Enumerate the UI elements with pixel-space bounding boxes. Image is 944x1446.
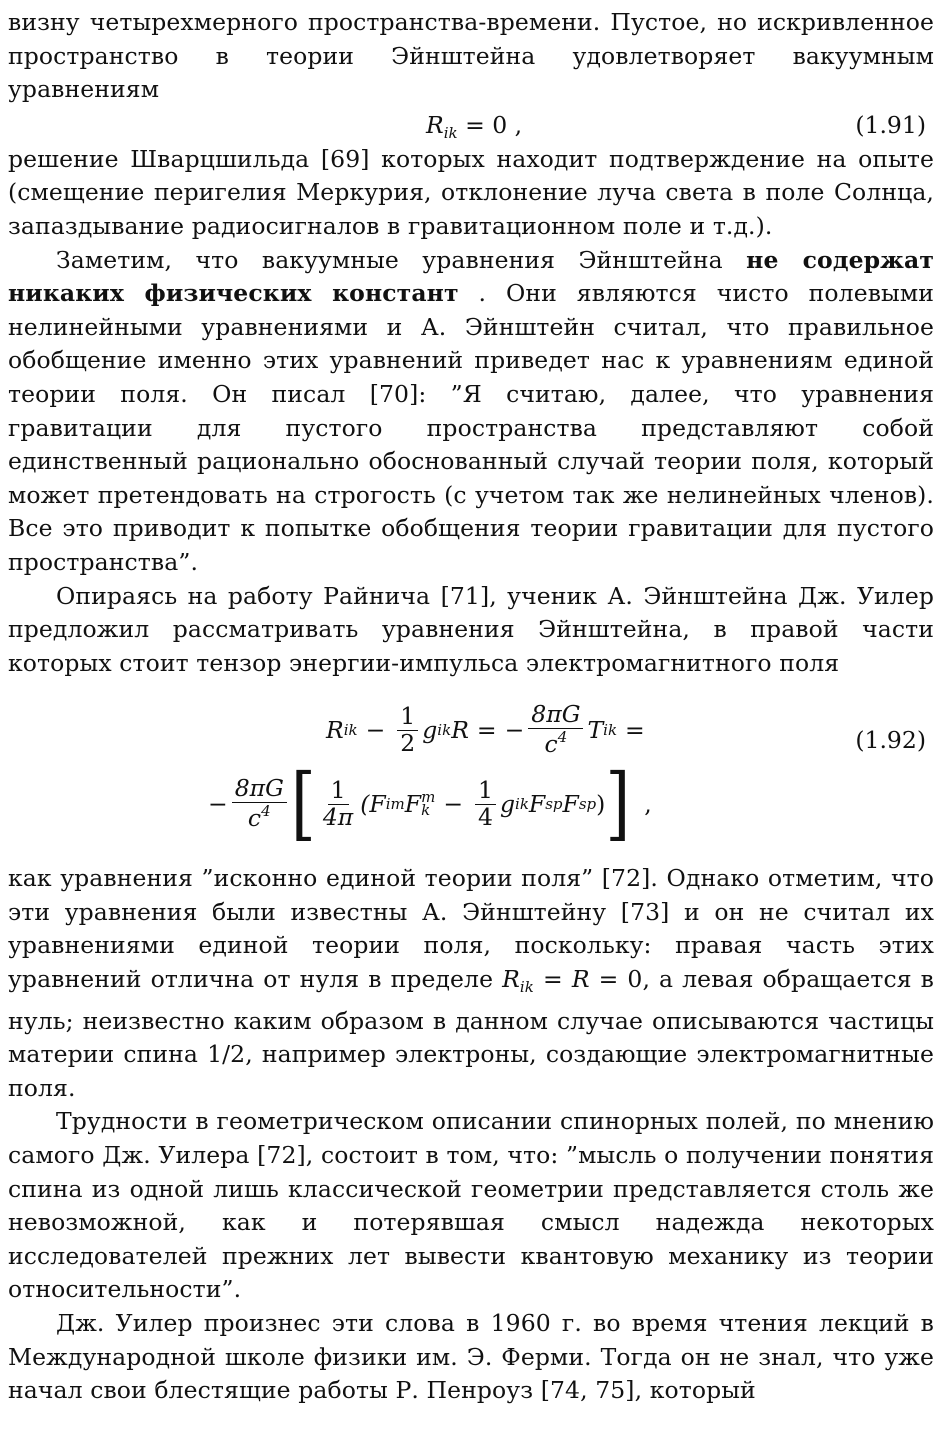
equation-1-92-line-2: − $\frac{8\pi G}{c^4}$ [ $\frac{1}{4\pi}$ (F im F m k − $\frac{1}{4}$ g ik F sp F sp ) ] , [208,758,652,851]
fraction-8piG-c4: $\frac{8\pi G}{c^4}$ [232,776,287,832]
equation-1-92-line-1: R ik − $\frac{1}{2}$ g ik R = − $\frac{8\pi G}{c^4}$ T ik = [326,700,645,759]
paragraph-1: визну четырехмерного пространства-времени. Пустое, но искривленное пространство в теории Эйнштейна удовлетворяет вакуумным уравнениям [8,8,934,104]
fraction-8piG-c4: $\frac{8\pi G}{c^4}$ [528,702,583,758]
bold-emphasis: не содержат никаких физических констант [8,245,934,308]
paragraph-5: как уравнения ”исконно единой теории поля” [72]. Однако отметим, что эти уравнения были известны А. Эйнштейну [73] и он не считал их уравнениями единой теории поля, поскольку: правая часть этих уравнений отлична от нуля в пределе $R_{ik} = R = 0$, а левая обращается в нуль; неизвестно каким образом в данном случае описываются частицы материи спина 1/2, например электроны, создающие электромагнитные поля. [8,864,934,1102]
equation-1-92 [8,680,934,862]
fraction-1-4pi: $\frac{1}{4\pi}$ [322,775,354,831]
paragraph-6: Трудности в геометрическом описании спинорных полей, по мнению самого Дж. Уилера [72], состоит в том, что: ”мысль о получении понятия спина из одной лишь классической геометрии представляется столь же невозможной, как и потерявшая смысл надежда некоторых исследователей прежних лет вывести квантовую механику из теории относительности”. [8,1107,934,1304]
paragraph-7: Дж. Уилер произнес эти слова в 1960 г. во время чтения лекций в Международной школе физики им. Э. Ферми. Тогда он не знал, что уже начал свои блестящие работы Р. Пенроуз [74, 75], который [8,1309,934,1405]
equation-number: (1.92) [855,726,926,755]
equation-1-91-body: $R_{ik} = 0$ , [426,110,523,142]
paragraph-3: Заметим, что вакуумные уравнения Эйнштейна не содержат никаких физических констант . Они являются чисто полевыми нелинейными уравнениями и А. Эйнштейн считал, что правильное обобщение именно этих уравнений приведет нас к уравнениям единой теории поля. Он писал [70]: ”Я считаю, далее, что уравнения гравитации для пустого пространства представляют собой единственный рационально обоснованный случай теории поля, который может претендовать на строгость (с учетом так же нелинейных членов). Все это приводит к попытке обобщения теории гравитации для пустого пространства”. [8,245,934,576]
paragraph-4: Опираясь на работу Райнича [71], ученик А. Эйнштейна Дж. Уилер предложил рассматривать уравнения Эйнштейна, в правой части которых стоит тензор энергии-импульса электромагнитного поля [8,581,934,677]
equation-1-91 [8,107,934,143]
fraction-one-half: $\frac{1}{2}$ [397,704,418,757]
equation-number: (1.91) [855,110,926,139]
paragraph-2: решение Шварцшильда [69] которых находит подтверждение на опыте (смещение перигелия Меркурия, отклонение луча света в поле Солнца, запаздывание радиосигналов в гравитационном поле и т.д.). [8,144,934,240]
fraction-1-4: $\frac{1}{4}$ [475,778,496,831]
